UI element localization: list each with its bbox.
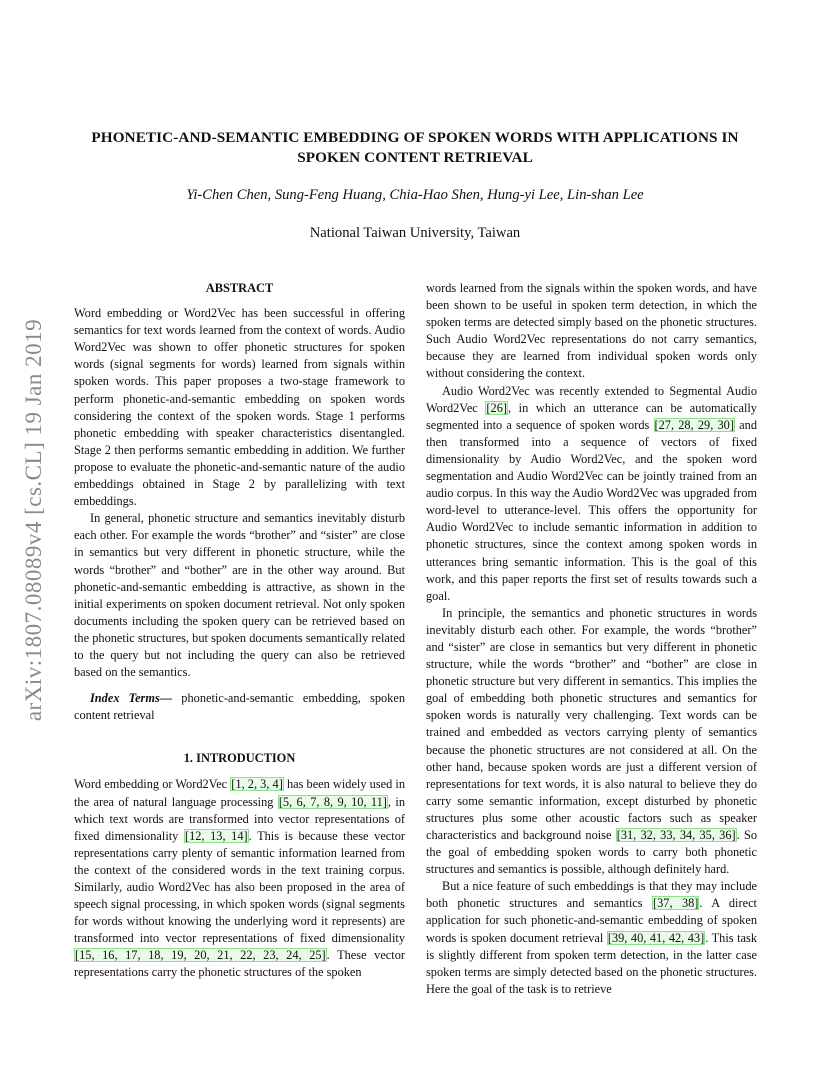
citation-link[interactable]: [37, 38] [653,896,699,911]
citation-link[interactable]: [1, 2, 3, 4] [231,777,283,792]
text-run: But a nice feature of such embeddings is that they may include both phonetic structures and semantics [426,879,757,911]
index-terms-label: Index Terms— [90,691,173,706]
text-run: , in which an utterance can be automatically segmented into a sequence of spoken words [426,400,757,432]
intro-paragraph-1 [74,776,405,981]
citation-link[interactable]: [31, 32, 33, 34, 35, 36] [616,828,736,842]
citation-link[interactable]: [39, 40, 41, 42, 43] [607,930,705,945]
text-run: , in which text words are transformed into vector representations of fixed dimensionality [74,794,405,843]
abstract-paragraph-2: In general, phonetic structure and semantics inevitably disturb each other. For example the words “brother” and “sister” are close in semantics but very different in phonetic structure, while the words “brother” and “bother” are in the other way around. But phonetic-and-semantic embedding is attractive, as shown in the initial experiments on spoken document retrieval. Not only spoken documents including the spoken query can be retrieved based on the phonetic structures, but spoken documents semantically related to the query but not including the query can also be retrieved based on the semantics. [74,511,405,680]
arxiv-stamp [14,280,54,760]
abstract-paragraph-1: Word embedding or Word2Vec has been successful in offering semantics for text words learned from the context of words. Audio Word2Vec was shown to offer phonetic structures for spoken words (signal segments for words) learned from signals within spoken words. This paper proposes a two-stage framework to perform phonetic-and-semantic embedding on spoken words considering the context of the spoken words. Stage 1 performs phonetic embedding with speaker characteristics disentangled. Stage 2 then performs semantic embedding in addition. We further propose to evaluate the phonetic-and-semantic nature of the audio embeddings obtained in Stage 2 by parallelizing with text embeddings. [74,306,405,509]
citation-link[interactable]: [15, 16, 17, 18, 19, 20, 21, 22, 23, 24, 25] [75,948,326,963]
arxiv-stamp-text: arXiv:1807.08089v4 [cs.CL] 19 Jan 2019 [21,318,47,722]
text-run: . So the goal of embedding spoken words to carry both phonetic structures and semantics is possible, although definitely hard. [426,828,757,877]
right-column [426,280,757,998]
abstract-heading: ABSTRACT [205,281,274,295]
intro-paragraph-4 [426,878,757,998]
text-run: . This is because these vector representations carry plenty of semantic information learned from the context of the considered words in the text training corpus. Similarly, audio Word2Vec has also been proposed in the area of speech signal processing, in which spoken words (signal segments for words without knowing the underlying word it represents) are transformed into vector representations of fixed dimensionality [74,828,405,946]
citation-link[interactable]: [27, 28, 29, 30] [654,417,734,432]
intro-paragraph-3 [426,605,757,879]
text-run: . A direct application for such phonetic-and-semantic embedding of spoken words is spoken document retrieval [426,896,757,945]
text-run: . These vector representations carry the phonetic structures of the spoken [74,948,405,980]
paper-title-line-1: PHONETIC-AND-SEMANTIC EMBEDDING OF SPOKEN WORDS WITH APPLICATIONS IN [91,129,739,146]
citation-link[interactable]: [5, 6, 7, 8, 9, 10, 11] [278,794,387,809]
text-run: has been widely used in the area of natural language processing [74,777,405,809]
index-terms-text: phonetic-and-semantic embedding, spoken content retrieval [74,691,405,723]
affiliation: National Taiwan University, Taiwan [309,225,521,241]
citation-link[interactable]: [26] [486,400,507,415]
intro-paragraph-2 [426,383,757,605]
citation-link[interactable]: [12, 13, 14] [184,828,248,843]
text-run: In principle, the semantics and phonetic structures in words inevitably disturb each other. For example, the words “brother” and “sister” are close in semantics but very different in phonetic structure, while the words “brother” and “bother” are close in phonetic structure but very different in semantics. This implies the goal of embedding both phonetic structures and semantics for spoken words is naturally very challenging. Text words can be trained and embedded as vectors carrying plenty of semantics because the phonetic structures are not considered at all. On the other hand, because spoken words are just a different version of representations for text words, it is also natural to believe they do carry some semantic information, except disturbed by phonetic structures plus some other acoustic factors such as speaker characteristics and background noise [426,605,757,842]
text-run: Word embedding or Word2Vec [74,777,231,792]
paper-title [60,128,770,168]
text-run: and then transformed into a sequence of vectors of fixed dimensionality by Audio Word2Vec, and the spoken word segmentation and Audio Word2Vec can be jointly trained from an audio corpus. In this way the Audio Word2Vec was upgraded from word-level to utterance-level. This offers the opportunity for Audio Word2Vec to include semantic information in addition to phonetic structures, since the context among spoken words in utterances bring semantic information. This is the goal of this work, and this paper reports the first set of results towards such a goal. [426,417,757,603]
left-column [74,280,405,982]
text-run: . This task is slightly different from spoken term detection, in the latter case spoken terms are simply detected based on the phonetic structures. Here the goal of the task is to retrieve [426,930,757,996]
intro-paragraph-continued: words learned from the signals within the spoken words, and have been shown to be useful in spoken term detection, in which the spoken terms are detected simply based on the phonetic structures. Such Audio Word2Vec representations do not carry semantics, because they are learned from individual spoken words only without considering the context. [426,281,757,381]
text-run: Audio Word2Vec was recently extended to Segmental Audio Word2Vec [426,383,757,415]
introduction-heading: 1. INTRODUCTION [183,751,296,766]
index-terms [74,690,405,724]
author-list: Yi-Chen Chen, Sung-Feng Huang, Chia-Hao Shen, Hung-yi Lee, Lin-shan Lee [186,187,644,203]
paper-title-line-2: SPOKEN CONTENT RETRIEVAL [297,149,533,166]
